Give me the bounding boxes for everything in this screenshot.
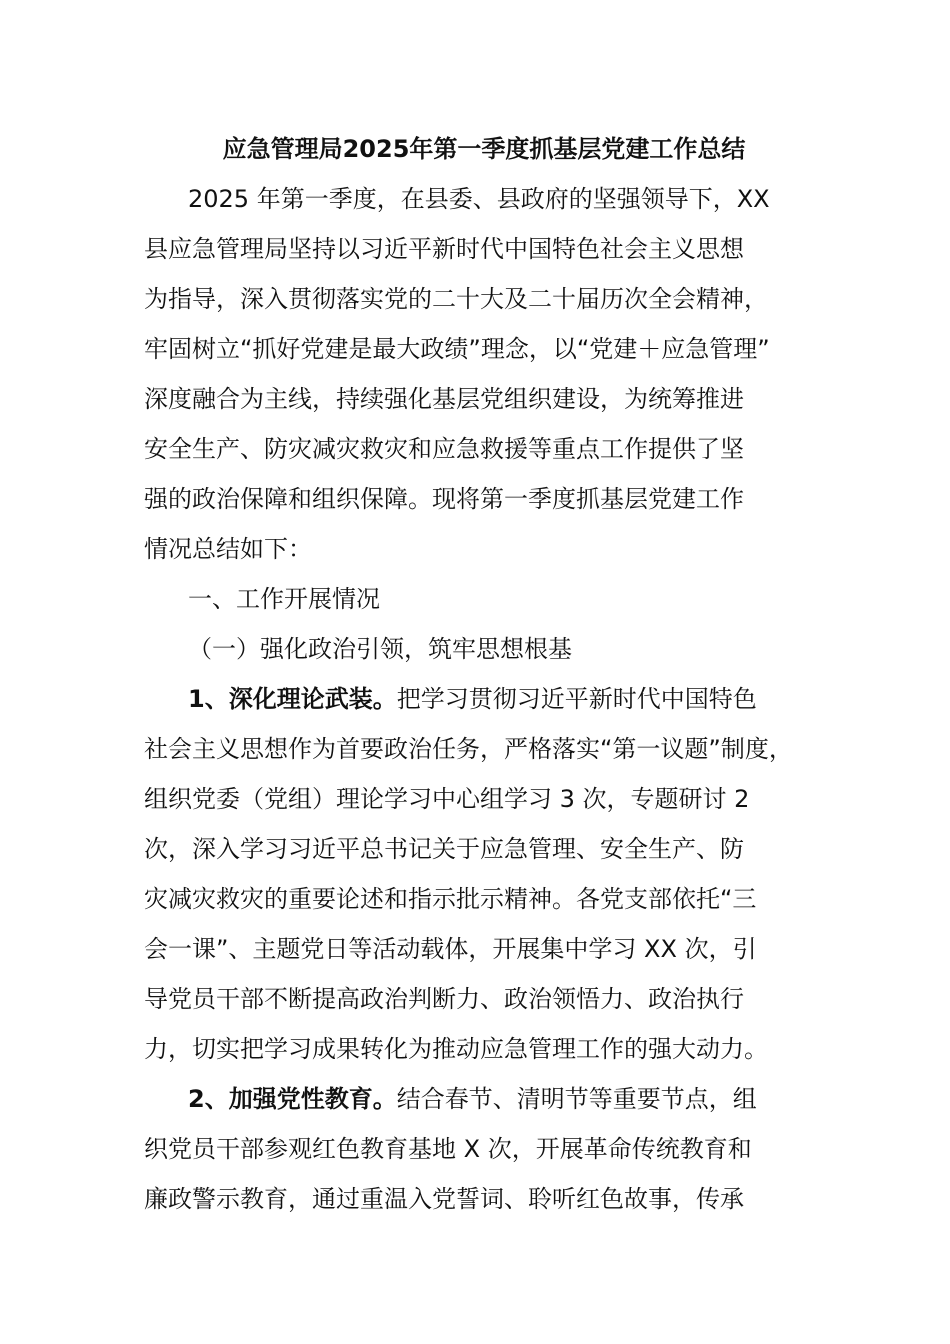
item-line: 导党员干部不断提高政治判断力、政治领悟力、政治执行 [144, 985, 744, 1013]
intro-line: 强的政治保障和组织保障。现将第一季度抓基层党建工作 [144, 485, 744, 513]
intro-line: 2025 年第一季度，在县委、县政府的坚强领导下，XX [188, 185, 770, 213]
item-line: 次，深入学习习近平总书记关于应急管理、安全生产、防 [144, 835, 744, 863]
subsection-heading: （一）强化政治引领，筑牢思想根基 [188, 635, 572, 663]
item-line: 会一课”、主题党日等活动载体，开展集中学习 XX 次，引 [144, 935, 757, 963]
item-line: 力，切实把学习成果转化为推动应急管理工作的强大动力。 [144, 1035, 768, 1063]
item-line: 社会主义思想作为首要政治任务，严格落实“第一议题”制度， [144, 735, 793, 763]
intro-line: 为指导，深入贯彻落实党的二十大及二十届历次全会精神， [144, 285, 768, 313]
intro-line: 安全生产、防灾减灾救灾和应急救援等重点工作提供了坚 [144, 435, 744, 463]
item-label: 1、深化理论武装。 [188, 685, 397, 713]
intro-line: 牢固树立“抓好党建是最大政绩”理念，以“党建＋应急管理” [144, 335, 770, 363]
item-paragraph-1 [144, 674, 824, 1074]
item-line: 组织党委（党组）理论学习中心组学习 3 次，专题研讨 2 [144, 785, 750, 813]
item-label: 2、加强党性教育。 [188, 1085, 397, 1113]
intro-paragraph [144, 174, 824, 574]
section-heading: 一、工作开展情况 [188, 585, 380, 613]
intro-line: 县应急管理局坚持以习近平新时代中国特色社会主义思想 [144, 235, 744, 263]
item-first-line [144, 1074, 824, 1124]
intro-line: 情况总结如下： [144, 535, 312, 563]
item-first-line [144, 674, 824, 724]
item-line: 廉政警示教育，通过重温入党誓词、聆听红色故事，传承 [144, 1185, 744, 1213]
item-text: 把学习贯彻习近平新时代中国特色 [396, 685, 757, 713]
intro-line: 深度融合为主线，持续强化基层党组织建设，为统筹推进 [144, 385, 744, 413]
item-line: 灾减灾救灾的重要论述和指示批示精神。各党支部依托“三 [144, 885, 757, 913]
item-text: 结合春节、清明节等重要节点，组 [396, 1085, 757, 1113]
document-title: 应急管理局2025年第一季度抓基层党建工作总结 [222, 135, 746, 163]
document-body [144, 124, 824, 1224]
item-paragraph-2 [144, 1074, 824, 1224]
item-line: 织党员干部参观红色教育基地 X 次，开展革命传统教育和 [144, 1135, 752, 1163]
